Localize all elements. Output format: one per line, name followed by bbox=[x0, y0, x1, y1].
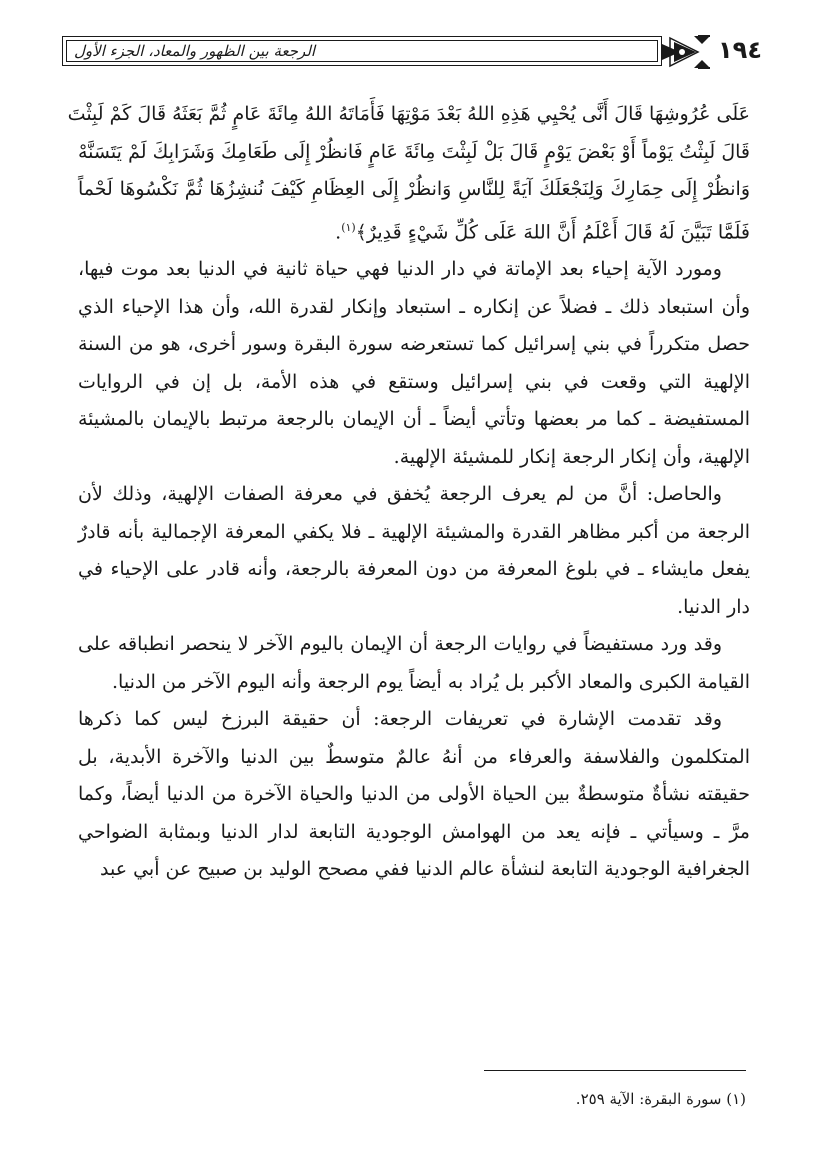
page-number: ١٩٤ bbox=[718, 36, 762, 64]
verse-end: . bbox=[335, 220, 342, 243]
footnote: (١) سورة البقرة: الآية ٢٥٩. bbox=[575, 1090, 746, 1108]
page-header bbox=[62, 28, 766, 72]
verse-line: وَانظُرْ إِلَى حِمَارِكَ وَلِنَجْعَلَكَ آيَةً لِلنَّاسِ وَانظُرْ إِلَى العِظَامِ كَيْفَ نُنشِزُهَا ثُمَّ نَكْسُوهَا لَحْماً bbox=[78, 178, 750, 200]
footnote-marker: (١) bbox=[341, 220, 356, 234]
verse-text: فَلَمَّا تَبَيَّنَ لَهُ قَالَ أَعْلَمُ أَنَّ اللهَ عَلَى كُلِّ شَيْءٍ قَدِيرٌ﴾ bbox=[355, 220, 750, 243]
main-text bbox=[67, 96, 750, 889]
paragraph: وقد تقدمت الإشارة في تعريفات الرجعة: أن حقيقة البرزخ ليس كما ذكرها المتكلمون والفلاسفة والعرفاء من أنهُ عالمٌ متوسطٌ بين الدنيا والآخرة الأبدية، بل حقيقته نشأةٌ متوسطةٌ بين الحياة الأولى من الدنيا والحياة الآخرة من الدنيا أيضاً، وكما مرَّ ـ وسيأتي ـ فإنه يعد من الهوامش الوجودية التابعة لدار الدنيا وبمثابة الضواحي الجغرافية الوجودية التابعة لنشأة عالم الدنيا ففي مصحح الوليد بن صبيح عن أبي عبد bbox=[78, 708, 750, 881]
paragraph: ومورد الآية إحياء بعد الإماتة في دار الدنيا فهي حياة ثانية في الدنيا بعد موت فيها، وأن استبعاد ذلك ـ فضلاً عن إنكاره ـ استبعاد وإنكار لقدرة الله، وأن هذا الإحياء الذي حصل متكرراً في بني إسرائيل كما تستعرضه سورة البقرة وسور أخرى، هو من السنة الإلهية التي وقعت في بني إسرائيل وستقع في هذه الأمة، بل إن في الروايات المستفيضة ـ كما مر بعضها وتأتي أيضاً ـ أن الإيمان بالرجعة مرتبط بالإيمان بالمشيئة الإلهية، وأن إنكار الرجعة إنكار للمشيئة الإلهية. bbox=[78, 258, 750, 468]
verse-line-last bbox=[78, 209, 750, 252]
paragraph: والحاصل: أنَّ من لم يعرف الرجعة يُخفق في معرفة الصفات الإلهية، وذلك لأن الرجعة من أكبر مظاهر القدرة والمشيئة الإلهية ـ فلا يكفي المعرفة الإجمالية بأنه قادرٌ يفعل مايشاء ـ في بلوغ المعرفة من دون المعرفة بالرجعة، وأنه قادر على الإحياء في دار الدنيا. bbox=[78, 483, 750, 618]
paragraph: وقد ورد مستفيضاً في روايات الرجعة أن الإيمان باليوم الآخر لا ينحصر انطباقه على القيامة الكبرى والمعاد الأكبر بل يُراد به أيضاً يوم الرجعة وأنه اليوم الآخر من الدنيا. bbox=[78, 633, 750, 693]
verse-line: قَالَ لَبِثْتُ يَوْماً أَوْ بَعْضَ يَوْمٍ قَالَ بَلْ لَبِثْتَ مِائَةَ عَامٍ فَانظُرْ إِلَى طَعَامِكَ وَشَرَابِكَ لَمْ يَتَسَنَّهْ bbox=[78, 140, 750, 163]
footnote-divider bbox=[484, 1070, 746, 1071]
header-ornament-icon bbox=[660, 32, 712, 72]
verse-line: عَلَى عُرُوشِهَا قَالَ أَنَّى يُحْيِي هَذِهِ اللهُ بَعْدَ مَوْتِهَا فَأَمَاتَهُ اللهُ مِائَةَ عَامٍ ثُمَّ بَعَثَهُ قَالَ كَمْ لَبِثْتَ bbox=[67, 103, 750, 125]
running-title: الرجعة بين الظهور والمعاد، الجزء الأول bbox=[74, 42, 316, 60]
quran-verse bbox=[67, 96, 750, 251]
